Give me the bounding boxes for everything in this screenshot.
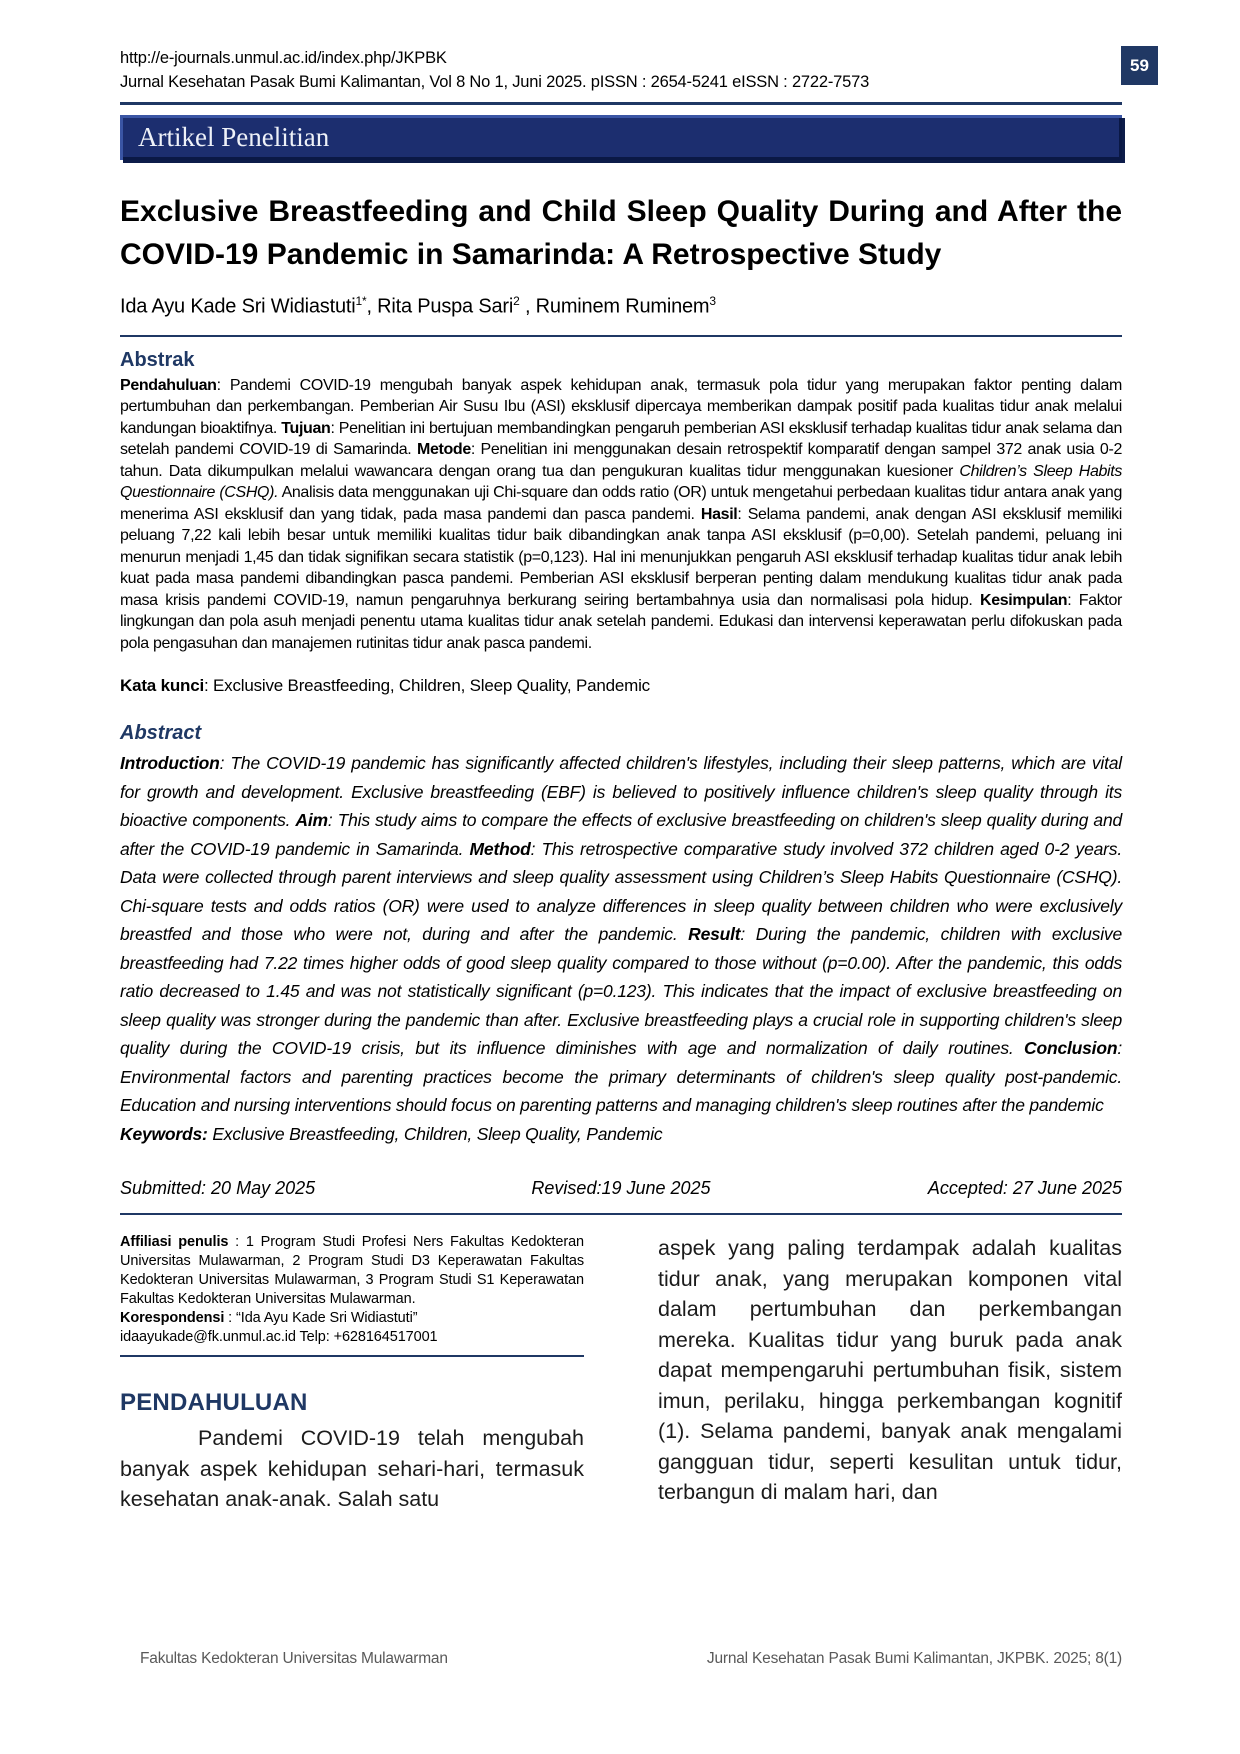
- abstrak-heading: Abstrak: [120, 348, 195, 371]
- footer-journal-citation: Jurnal Kesehatan Pasak Bumi Kalimantan, JKPBK. 2025; 8(1): [706, 1650, 1122, 1667]
- dates-divider: [120, 1213, 1122, 1215]
- header-divider: [120, 102, 1122, 105]
- revised-date: Revised:19 June 2025: [531, 1178, 711, 1199]
- correspondence-divider: [120, 1355, 584, 1357]
- page-header: [120, 46, 1122, 94]
- right-column: [658, 1233, 1122, 1515]
- journal-url: http://e-journals.unmul.ac.id/index.php/JKPBK: [120, 49, 447, 67]
- abstract-heading: Abstract: [120, 722, 202, 745]
- affiliation-note: Affiliasi penulis : 1 Program Studi Profesi Ners Fakultas Kedokteran Universitas Mulawarman, 2 Program Studi D3 Keperawatan Fakultas Kedokteran Universitas Mulawarman, 3 Program Studi S1 Keperawatan Fakultas Kedokteran Universitas Mulawarman.: [120, 1234, 584, 1308]
- kata-kunci-line: Kata kunci: Exclusive Breastfeeding, Children, Sleep Quality, Pandemic: [120, 676, 650, 696]
- article-title: Exclusive Breastfeeding and Child Sleep Quality During and After the COVID-19 Pandemic in Samarinda: A Retrospective Study: [120, 195, 1122, 271]
- abstract-body: Introduction: The COVID-19 pandemic has significantly affected children's lifestyles, including their sleep patterns, which are vital for growth and development. Exclusive breastfeeding (EBF) is believed to positively influence children's sleep quality through its bioactive components. Aim: This study aims to compare the effects of exclusive breastfeeding on children's sleep quality during and after the COVID-19 pandemic in Samarinda. Method: This retrospective comparative study involved 372 children aged 0-2 years. Data were collected through parent interviews and sleep quality assessment using Children’s Sleep Habits Questionnaire (CSHQ). Chi-square tests and odds ratios (OR) were used to analyze differences in sleep quality between children who were exclusively breastfed and those who were not, during and after the pandemic. Result: During the pandemic, children with exclusive breastfeeding had 7.22 times higher odds of good sleep quality compared to those without (p=0.00). After the pandemic, this odds ratio decreased to 1.45 and was not statistically significant (p=0.123). This indicates that the impact of exclusive breastfeeding on sleep quality was stronger during the pandemic than after. Exclusive breastfeeding plays a crucial role in supporting children's sleep quality during the COVID-19 crisis, but its influence diminishes with age and normalization of daily routines. Conclusion: Environmental factors and parenting practices become the primary determinants of children's sleep quality post-pandemic. Education and nursing interventions should focus on parenting patterns and managing children's sleep routines after the pandemic: [120, 753, 1123, 1116]
- authors-line: Ida Ayu Kade Sri Widiastuti$^{1*}$, Rita Puspa Sari$^2$ , Ruminem Ruminem$^3$: [120, 294, 716, 318]
- accepted-date: Accepted: 27 June 2025: [927, 1178, 1122, 1199]
- two-column-body: [120, 1233, 1122, 1515]
- pendahuluan-paragraph: Pandemi COVID-19 telah mengubah banyak aspek kehidupan sehari-hari, termasuk kesehatan anak-anak. Salah satu: [120, 1426, 584, 1512]
- article-type-banner: [120, 115, 1122, 160]
- submitted-date: Submitted: 20 May 2025: [120, 1178, 316, 1199]
- pendahuluan-heading: PENDAHULUAN: [120, 1389, 308, 1417]
- footer-institution: Fakultas Kedokteran Universitas Mulawarman: [140, 1650, 448, 1667]
- page-number-badge: 59: [1121, 46, 1158, 85]
- journal-citation-line: Jurnal Kesehatan Pasak Bumi Kalimantan, Vol 8 No 1, Juni 2025. pISSN : 2654-5241 eISSN : 2722-7573: [120, 73, 870, 91]
- page-footer: [140, 1650, 1122, 1668]
- correspondence-note: Korespondensi : “Ida Ayu Kade Sri Widiastuti” idaayukade@fk.unmul.ac.id Telp: +628164517001: [120, 1310, 438, 1346]
- intro-continued-paragraph: aspek yang paling terdampak adalah kualitas tidur anak, yang merupakan komponen vital dalam pertumbuhan dan perkembangan mereka. Kualitas tidur yang buruk pada anak dapat mempengaruhi pertumbuhan fisik, sistem imun, perilaku, hingga perkembangan kognitif (1). Selama pandemi, banyak anak mengalami gangguan tidur, seperti kesulitan untuk tidur, terbangun di malam hari, dan: [658, 1236, 1122, 1505]
- abstrak-body: Pendahuluan: Pandemi COVID-19 mengubah banyak aspek kehidupan anak, termasuk pola tidur yang merupakan faktor penting dalam pertumbuhan dan perkembangan. Pemberian Air Susu Ibu (ASI) eksklusif dipercaya memberikan dampak positif pada kualitas tidur anak melalui kandungan bioaktifnya. Tujuan: Penelitian ini bertujuan membandingkan pengaruh pemberian ASI eksklusif terhadap kualitas tidur anak selama dan setelah pandemi COVID-19 di Samarinda. Metode: Penelitian ini menggunakan desain retrospektif komparatif dengan sampel 372 anak usia 0-2 tahun. Data dikumpulkan melalui wawancara dengan orang tua dan pengukuran kualitas tidur menggunakan kuesioner Children’s Sleep Habits Questionnaire (CSHQ). Analisis data menggunakan uji Chi-square dan odds ratio (OR) untuk mengetahui perbedaan kualitas tidur antara anak yang menerima ASI eksklusif dan yang tidak, pada masa pandemi dan pasca pandemi. Hasil: Selama pandemi, anak dengan ASI eksklusif memiliki peluang 7,22 kali lebih besar untuk memiliki kualitas tidur baik dibandingkan anak tanpa ASI eksklusif (p=0,00). Setelah pandemi, peluang ini menurun menjadi 1,45 dan tidak signifikan secara statistik (p=0,123). Hal ini menunjukkan pengaruh ASI eksklusif terhadap kualitas tidur anak lebih kuat pada masa pandemi dibandingkan pasca pandemi. Pemberian ASI eksklusif berperan penting dalam mendukung kualitas tidur anak pada masa krisis pandemi COVID-19, namun pengaruhnya berkurang seiring bertambahnya usia dan normalisasi pola hidup. Kesimpulan: Faktor lingkungan dan pola asuh menjadi penentu utama kualitas tidur anak setelah pandemi. Edukasi dan intervensi keperawatan perlu difokuskan pada pola pengasuhan dan manajemen rutinitas tidur anak pasca pandemi.: [120, 376, 1123, 652]
- article-type-label: Artikel Penelitian: [138, 122, 330, 152]
- authors-divider: [120, 335, 1122, 337]
- keywords-line: Keywords: Exclusive Breastfeeding, Children, Sleep Quality, Pandemic: [120, 1123, 663, 1144]
- dates-row: [120, 1178, 1122, 1199]
- left-column: [120, 1233, 584, 1515]
